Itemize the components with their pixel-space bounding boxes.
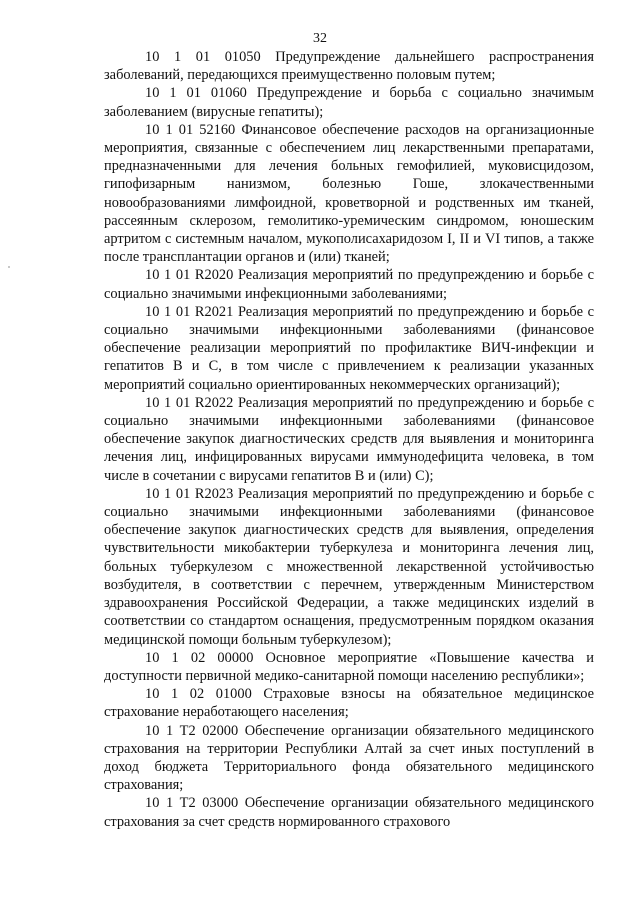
margin-speck (8, 266, 10, 268)
paragraph-01060: 10 1 01 01060 Предупреждение и борьба с социально значимым заболеванием (вирусные гепатиты); (104, 85, 594, 120)
paragraph-52160: 10 1 01 52160 Финансовое обеспечение расходов на организационные мероприятия, связанные с обеспечением лиц лекарственными препаратами, предназначенными для лечения больных гемофилией, муковисцидозом, гипофизарным нанизмом, болезнью Гоше, злокачественными новообразованиями лимфоидной, кроветворной и родственных им тканей, рассеянным склерозом, гемолитико-уремическим синдромом, юношеским артритом с системным началом, мукополисахаридозом I, II и VI типов, а также после трансплантации органов и (или) тканей; (104, 121, 594, 266)
paragraph-r2023: 10 1 01 R2023 Реализация мероприятий по предупреждению и борьбе с социально значимыми инфекционными заболеваниями (финансовое обеспечение закупок диагностических средств для выявления, определения чувствительности микобактерии туберкулеза и мониторинга лечения лиц, больных туберкулезом с множественной лекарственной устойчивостью возбудителя, в соответствии с перечнем, утвержденным Министерством здравоохранения Российской Федерации, а также медицинских изделий в соответствии со стандартом оснащения, предусмотренным порядком оказания медицинской помощи больным туберкулезом); (104, 485, 594, 648)
paragraph-r2022: 10 1 01 R2022 Реализация мероприятий по предупреждению и борьбе с социально значимыми инфекционными заболеваниями (финансовое обеспечение закупок диагностических средств для выявления и мониторинга лечения лиц, инфицированных вирусами иммунодефицита человека, в том числе в сочетании с вирусами гепатитов В и (или) С); (104, 394, 594, 484)
paragraph-01050: 10 1 01 01050 Предупреждение дальнейшего распространения заболеваний, передающихся преимущественно половым путем; (104, 49, 594, 84)
paragraph-t2-03000: 10 1 Т2 03000 Обеспечение организации обязательного медицинского страхования за счет средств нормированного страхового (104, 795, 594, 830)
page-number: 32 (313, 31, 327, 46)
paragraph-r2021: 10 1 01 R2021 Реализация мероприятий по предупреждению и борьбе с социально значимыми инфекционными заболеваниями (финансовое обеспечение реализации мероприятий по профилактике ВИЧ-инфекции и гепатитов В и С, в том числе с привлечением к реализации указанных мероприятий социально ориентированных некоммерческих организаций); (104, 303, 594, 393)
paragraph-t2-02000: 10 1 Т2 02000 Обеспечение организации обязательного медицинского страхования на территории Республики Алтай за счет иных поступлений в доход бюджета Территориального фонда обязательного медицинского страхования; (104, 722, 594, 794)
document-body (104, 48, 594, 831)
paragraph-1-02-01000: 10 1 02 01000 Страховые взносы на обязательное медицинское страхование неработающего населения; (104, 686, 594, 721)
paragraph-r2020: 10 1 01 R2020 Реализация мероприятий по предупреждению и борьбе с социально значимыми инфекционными заболеваниями; (104, 267, 594, 302)
paragraph-1-02-00000: 10 1 02 00000 Основное мероприятие «Повышение качества и доступности первичной медико-санитарной помощи населению республики»; (104, 649, 594, 684)
